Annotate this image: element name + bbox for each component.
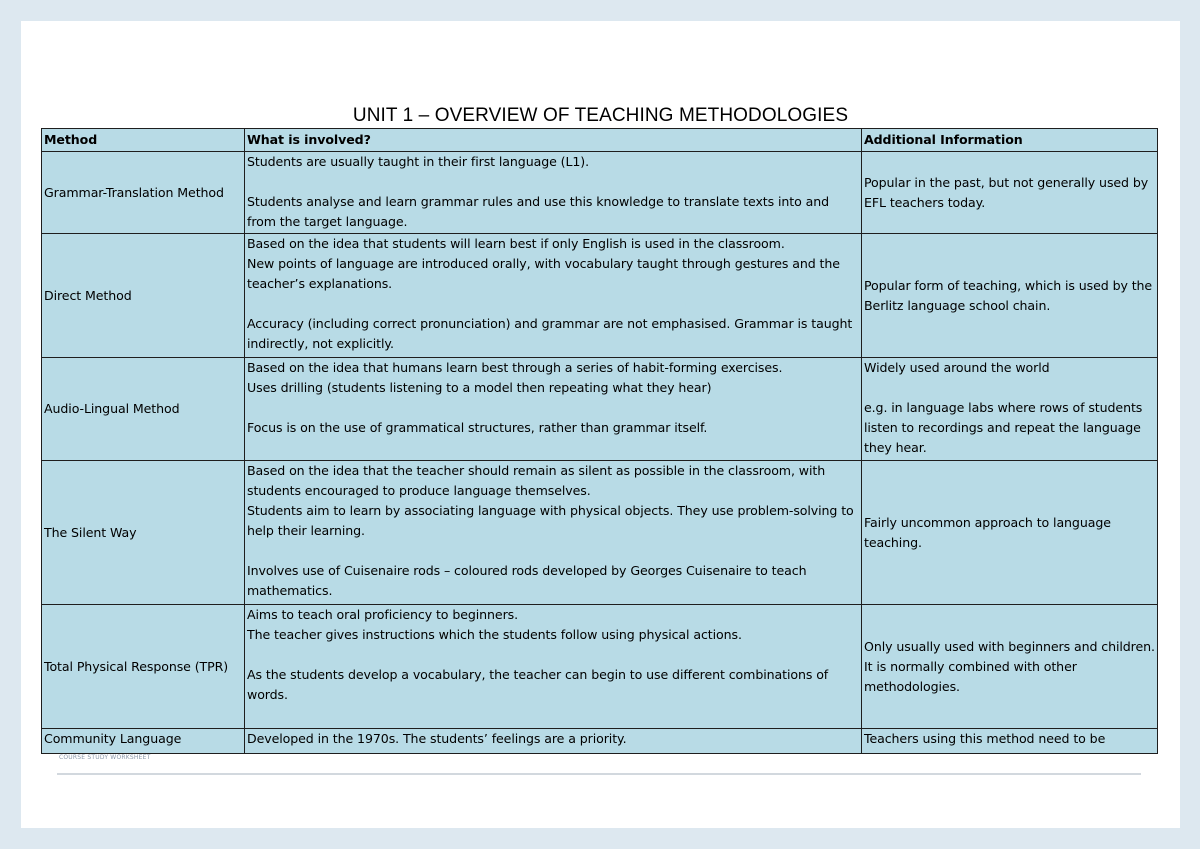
paragraph-gap (247, 645, 860, 665)
table-row (42, 729, 1158, 754)
involved-cell (245, 729, 862, 754)
involved-text: As the students develop a vocabulary, the teacher can begin to use different combinations of words. (247, 667, 829, 702)
involved-text: Based on the idea that the teacher should remain as silent as possible in the classroom, with students encouraged to produce language themselves. (247, 463, 826, 498)
method-cell: Total Physical Response (TPR) (42, 605, 245, 729)
info-cell (862, 358, 1158, 461)
header-additional-information: Additional Information (862, 129, 1158, 152)
involved-text: Aims to teach oral proficiency to beginners. (247, 607, 519, 622)
page-title: UNIT 1 – OVERVIEW OF TEACHING METHODOLOGIES (352, 105, 849, 126)
table-row (42, 152, 1158, 234)
involved-cell (245, 461, 862, 605)
table-header-row (42, 129, 1158, 152)
paragraph-gap (247, 172, 860, 192)
method-cell: Grammar-Translation Method (42, 152, 245, 234)
involved-text: New points of language are introduced orally, with vocabulary taught through gestures and the teacher’s explanations. (247, 256, 840, 291)
paragraph-gap (247, 294, 860, 314)
involved-text: Involves use of Cuisenaire rods – coloured rods developed by Georges Cuisenaire to teach mathematics. (247, 563, 807, 598)
info-text: Teachers using this method need to be (864, 731, 1106, 746)
info-cell (862, 234, 1158, 358)
paragraph-gap (247, 398, 860, 418)
document-page (21, 21, 1180, 828)
involved-cell (245, 605, 862, 729)
involved-text: Developed in the 1970s. The students’ feelings are a priority. (247, 731, 627, 746)
involved-text: Based on the idea that students will learn best if only English is used in the classroom. (247, 236, 785, 251)
involved-cell (245, 152, 862, 234)
methodology-table (41, 128, 1158, 754)
involved-text: Uses drilling (students listening to a model then repeating what they hear) (247, 380, 712, 395)
header-what-is-involved: What is involved? (245, 129, 862, 152)
info-text: Only usually used with beginners and children. It is normally combined with other methodologies. (864, 638, 1155, 694)
involved-text: Students aim to learn by associating language with physical objects. They use problem-solving to help their learning. (247, 503, 854, 538)
method-cell: Audio-Lingual Method (42, 358, 245, 461)
method-cell: The Silent Way (42, 461, 245, 605)
method-cell: Direct Method (42, 234, 245, 358)
table-row (42, 605, 1158, 729)
involved-text: Students are usually taught in their first language (L1). (247, 154, 589, 169)
header-method: Method (42, 129, 245, 152)
paragraph-gap (864, 378, 1156, 398)
involved-text: Accuracy (including correct pronunciation) and grammar are not emphasised. Grammar is taught indirectly, not explicitly. (247, 316, 853, 351)
involved-text: Focus is on the use of grammatical structures, rather than grammar itself. (247, 420, 708, 435)
table-row (42, 358, 1158, 461)
info-text: e.g. in language labs where rows of students listen to recordings and repeat the language they hear. (864, 400, 1143, 455)
info-cell (862, 152, 1158, 234)
info-cell (862, 605, 1158, 729)
method-cell: Community Language (42, 729, 245, 754)
involved-text: The teacher gives instructions which the students follow using physical actions. (247, 627, 742, 642)
involved-cell (245, 234, 862, 358)
paragraph-gap (247, 541, 860, 561)
table-row (42, 234, 1158, 358)
involved-text: Based on the idea that humans learn best through a series of habit-forming exercises. (247, 360, 783, 375)
footer-divider (57, 773, 1141, 775)
info-text: Popular form of teaching, which is used by the Berlitz language school chain. (864, 277, 1153, 313)
info-cell (862, 461, 1158, 605)
table-row (42, 461, 1158, 605)
involved-text: Students analyse and learn grammar rules and use this knowledge to translate texts into and from the target language. (247, 194, 830, 229)
footer-label: COURSE STUDY WORKSHEET (59, 754, 151, 761)
info-text: Widely used around the world (864, 360, 1050, 375)
info-text: Popular in the past, but not generally used by EFL teachers today. (864, 174, 1149, 210)
info-cell (862, 729, 1158, 754)
info-text: Fairly uncommon approach to language teaching. (864, 514, 1111, 550)
table-body (42, 152, 1158, 754)
involved-cell (245, 358, 862, 461)
